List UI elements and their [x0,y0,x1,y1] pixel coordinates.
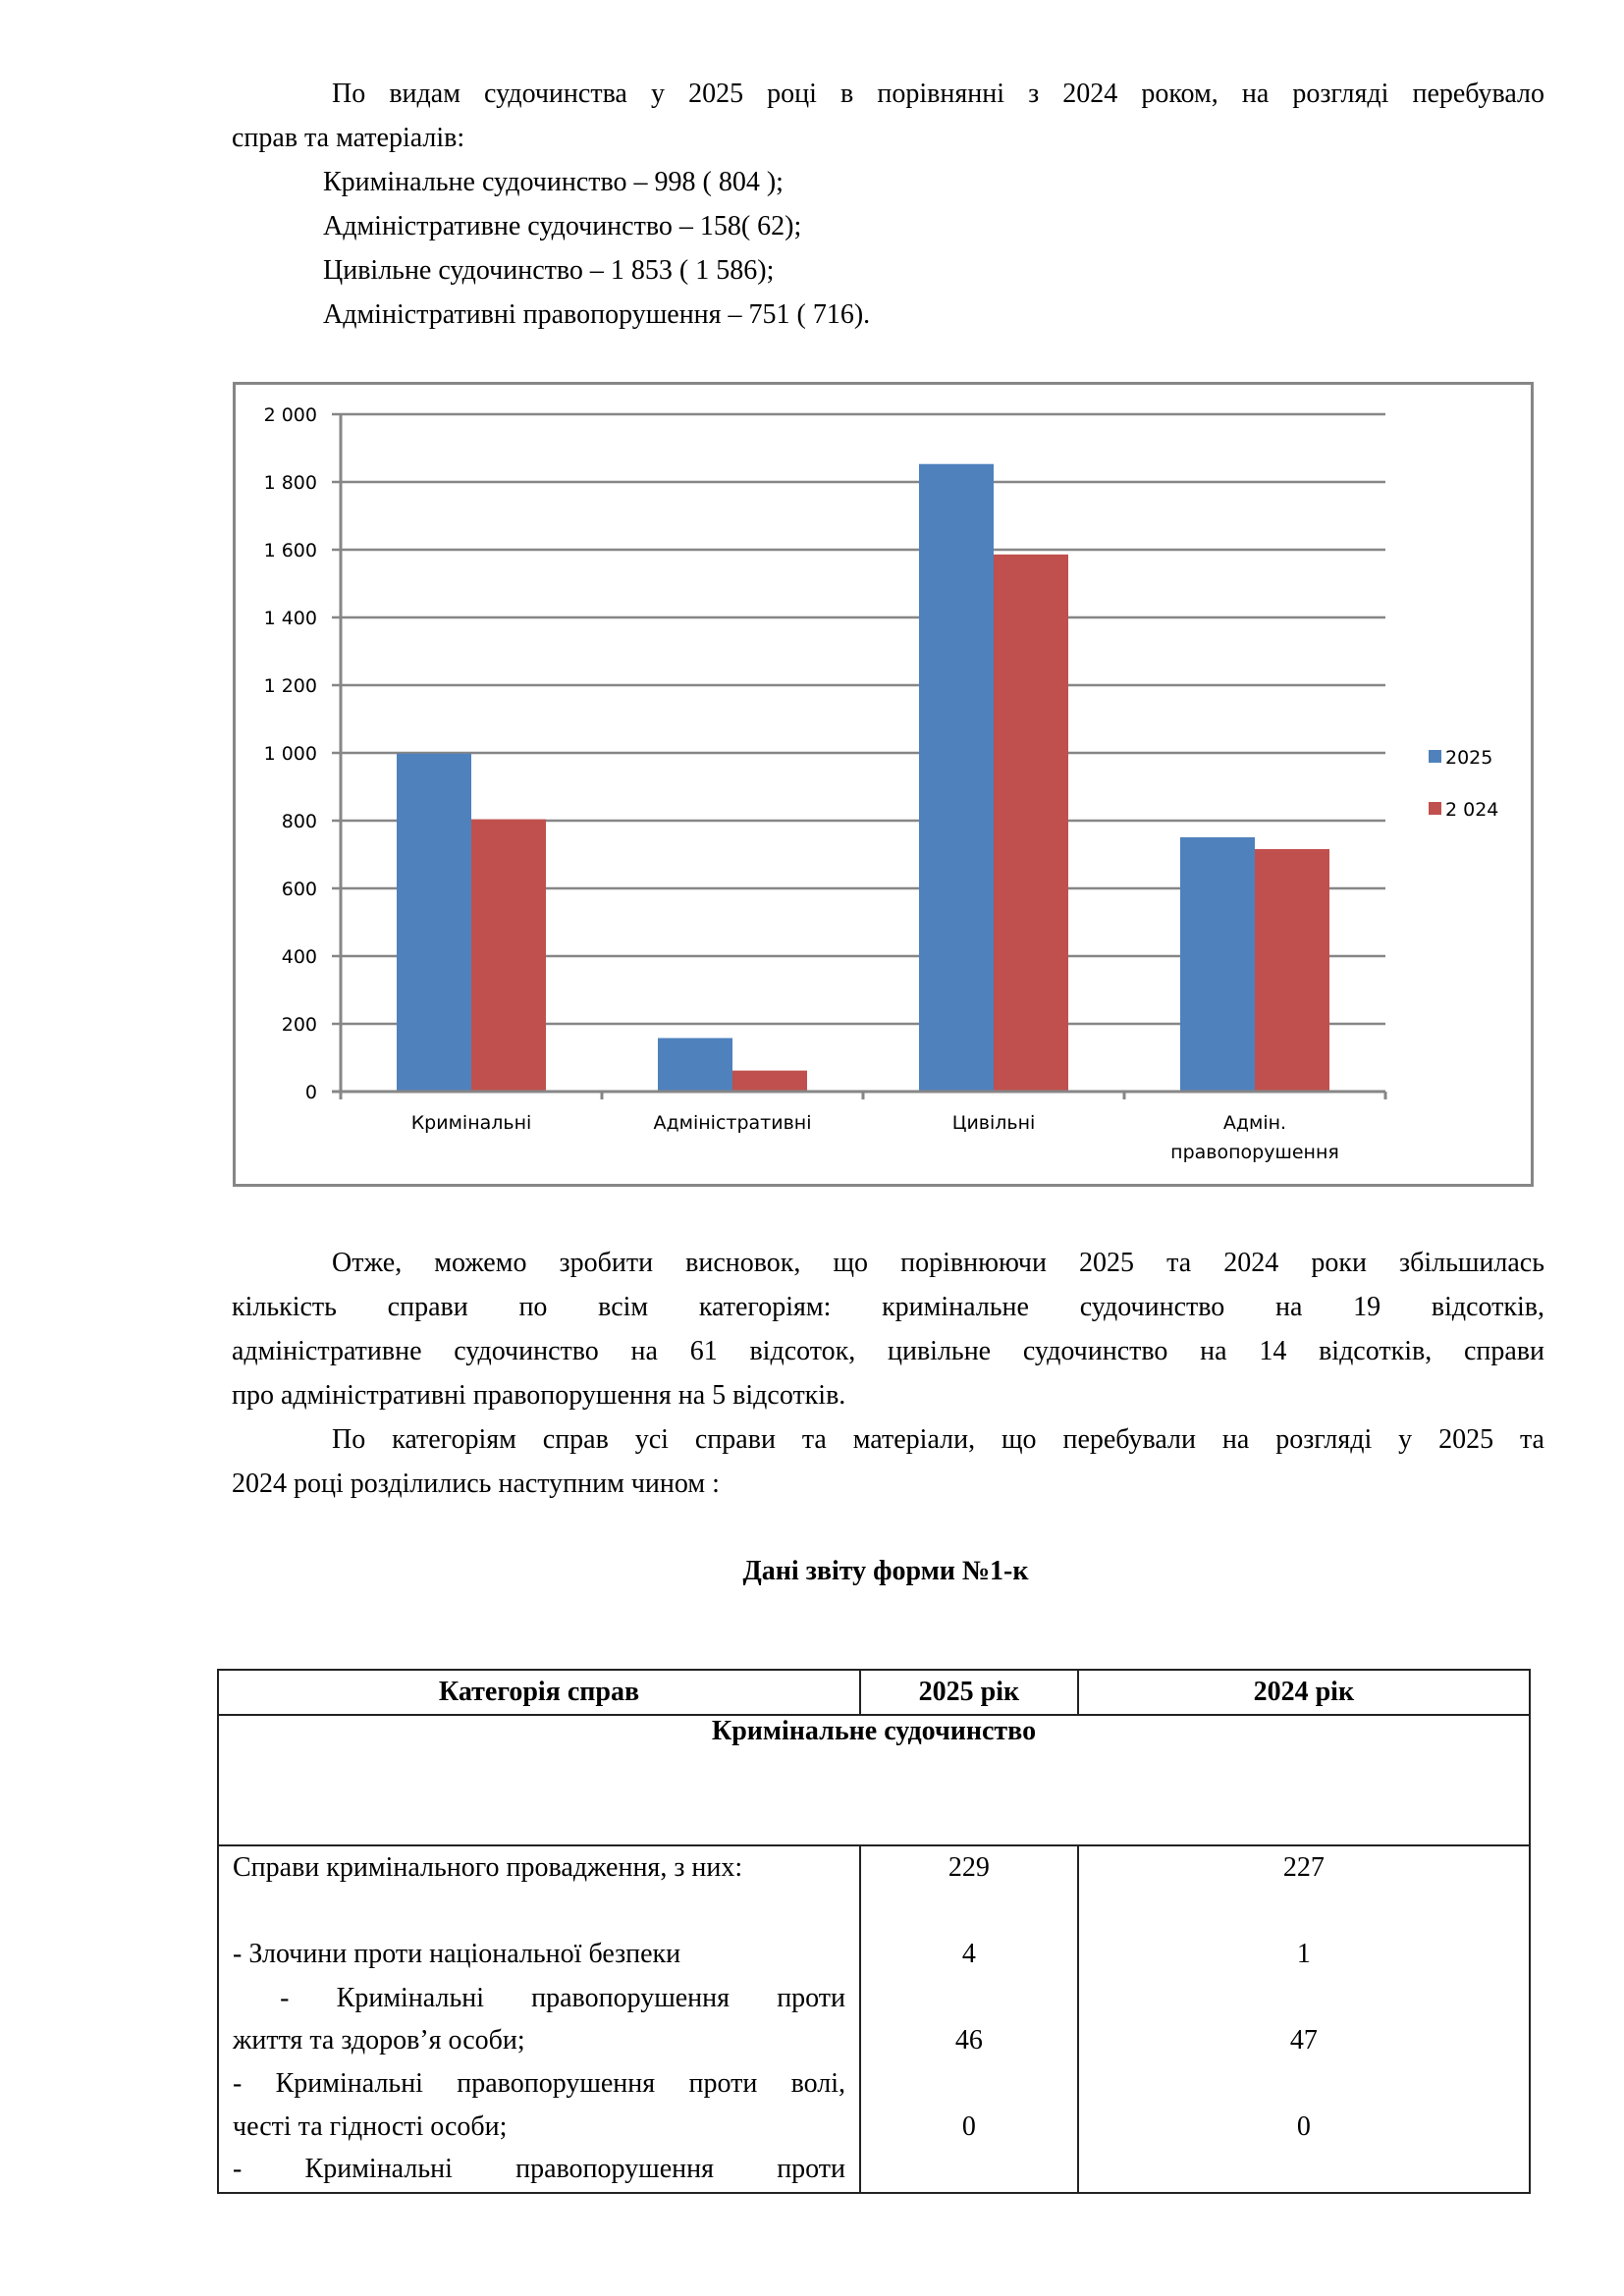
legend-swatch [1429,802,1441,815]
legend-label: 2 024 [1445,799,1499,821]
y-tick-label: 1 400 [263,608,317,629]
intro-item-civil: Цивільне судочинство – 1 853 ( 1 586); [323,255,775,286]
row-label: Справи кримінального провадження, з них: [233,1852,743,1883]
x-category-label: Кримінальні [410,1112,532,1134]
table-section-row [218,1715,1530,1845]
header-2024: 2024 рік [1078,1670,1530,1715]
value-2025: 229 [947,1852,990,1883]
intro-paragraph [232,72,1544,160]
legend-label: 2025 [1445,747,1493,769]
value-2025: 0 [961,2111,976,2142]
y-tick-label: 600 [281,879,317,900]
intro-item-admin-offenses: Адміністративні правопорушення – 751 ( 716). [323,299,871,330]
row-label: - Кримінальні правопорушення проти [233,1983,846,2013]
bar-2025-0 [397,754,471,1092]
x-category-label: Адмін. [1222,1112,1287,1134]
y-tick-label: 1 600 [263,540,317,561]
intro-item-administrative: Адміністративне судочинство – 158( 62); [323,211,802,241]
row-label: честі та гідності особи; [233,2111,508,2142]
bar-2025-2 [919,464,994,1092]
y-tick-label: 1 200 [263,675,317,697]
bar-2025-3 [1180,837,1255,1092]
legend-swatch [1429,750,1441,763]
value-2025: 4 [961,1939,976,1969]
bar-chart [236,385,1537,1190]
y-tick-label: 400 [281,946,317,968]
x-category-label: правопорушення [1170,1142,1339,1163]
y-tick-label: 2 000 [263,404,317,426]
y-tick-label: 1 800 [263,472,317,494]
value-2024: 1 [1296,1939,1311,1969]
bar-2025-1 [658,1038,732,1092]
value-2024: 227 [1282,1852,1325,1883]
conclusion-line-2: кількість справи по всім категоріям: кримінальне судочинство на 19 відсотків, [232,1292,1544,1322]
categories-line-2: 2024 році розділились наступним чином : [232,1468,720,1499]
bar-2024-3 [1255,849,1329,1092]
header-2025: 2025 рік [860,1670,1078,1715]
row-label: - Злочини проти національної безпеки [233,1939,681,1969]
intro-item-criminal: Кримінальне судочинство – 998 ( 804 ); [323,167,784,197]
report-table [217,1669,1531,2194]
bar-2024-0 [471,820,546,1092]
conclusion-line-1: Отже, можемо зробити висновок, що порівнюючи 2025 та 2024 роки збільшилась [332,1248,1544,1278]
category-cell [218,1845,860,2193]
value-2024-cell [1078,1845,1530,2193]
section-title: Кримінальне судочинство [218,1715,1530,1845]
bar-2024-2 [994,555,1068,1092]
row-label: життя та здоров’я особи; [233,2025,525,2056]
intro-line-1: По видам судочинства у 2025 році в порівнянні з 2024 роком, на розгляді перебувало [332,79,1544,109]
value-2024: 47 [1289,2025,1318,2056]
y-tick-label: 200 [281,1014,317,1036]
conclusion-line-3: адміністративне судочинство на 61 відсоток, цивільне судочинство на 14 відсотків, справи [232,1336,1544,1366]
intro-line-2: справ та матеріалів: [232,123,465,153]
categories-paragraph [232,1417,1544,1506]
categories-line-1: По категоріям справ усі справи та матеріали, що перебували на розгляді у 2025 та [332,1424,1544,1455]
value-2025-cell [860,1845,1078,2193]
y-tick-label: 0 [304,1082,317,1103]
table-header-row [218,1670,1530,1715]
y-tick-label: 1 000 [263,743,317,765]
conclusion-paragraph [232,1241,1544,1417]
x-category-label: Адміністративні [653,1112,812,1134]
value-2025: 46 [954,2025,983,2056]
x-category-label: Цивільні [951,1112,1036,1134]
row-label: - Кримінальні правопорушення проти волі, [233,2068,846,2099]
y-tick-label: 800 [281,811,317,832]
value-2024: 0 [1296,2111,1311,2142]
chart-container [233,382,1534,1187]
row-label: - Кримінальні правопорушення проти [233,2154,846,2184]
header-category: Категорія справ [218,1670,860,1715]
bar-2024-1 [732,1071,807,1092]
report-title: Дані звіту форми №1-к [742,1556,1029,1586]
table-data-row [218,1845,1530,2193]
conclusion-line-4: про адміністративні правопорушення на 5 відсотків. [232,1380,846,1411]
